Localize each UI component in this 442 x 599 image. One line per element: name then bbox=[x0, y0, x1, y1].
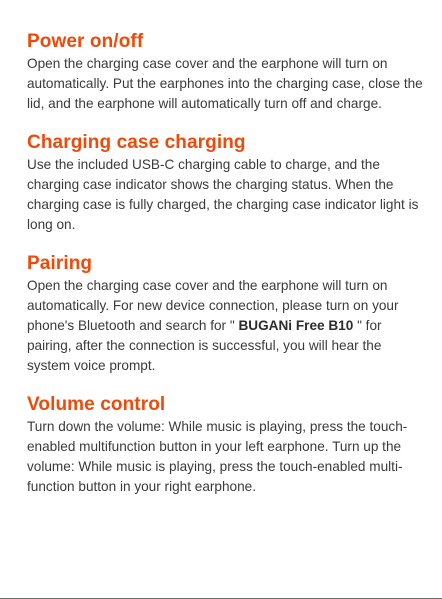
section-body-volume: Turn down the volume: While music is playing, press the touch-enabled multifunction button in your left earphone. Turn up the volume: While music is playing, press the touch-enabled multi-function button in your right earphone. bbox=[27, 419, 408, 494]
section-body-pairing bbox=[27, 276, 423, 376]
section-charging-case bbox=[27, 131, 423, 235]
pairing-text-after: " for pairing, after the connection is successful, you will hear the system voice prompt. bbox=[27, 318, 382, 373]
section-title-charging-case: Charging case charging bbox=[27, 132, 246, 153]
pairing-text-before: Open the charging case cover and the earphone will turn on automatically. For new device connection, please turn on your phone's Bluetooth and search for " bbox=[27, 278, 399, 333]
section-title-volume: Volume control bbox=[27, 394, 166, 415]
section-power bbox=[27, 30, 423, 114]
section-volume bbox=[27, 393, 423, 497]
device-name: BUGANi Free B10 bbox=[238, 318, 354, 333]
section-body-charging-case: Use the included USB-C charging cable to charge, and the charging case indicator shows the charging status. When the charging case is fully charged, the charging case indicator light is long on. bbox=[27, 157, 419, 232]
manual-content bbox=[27, 30, 423, 514]
section-body-power: Open the charging case cover and the earphone will turn on automatically. Put the earphones into the charging case, close the lid, and the earphone will automatically turn off and charge. bbox=[27, 56, 423, 111]
section-title-power: Power on/off bbox=[27, 31, 144, 52]
section-title-pairing: Pairing bbox=[27, 253, 93, 274]
section-pairing bbox=[27, 252, 423, 376]
